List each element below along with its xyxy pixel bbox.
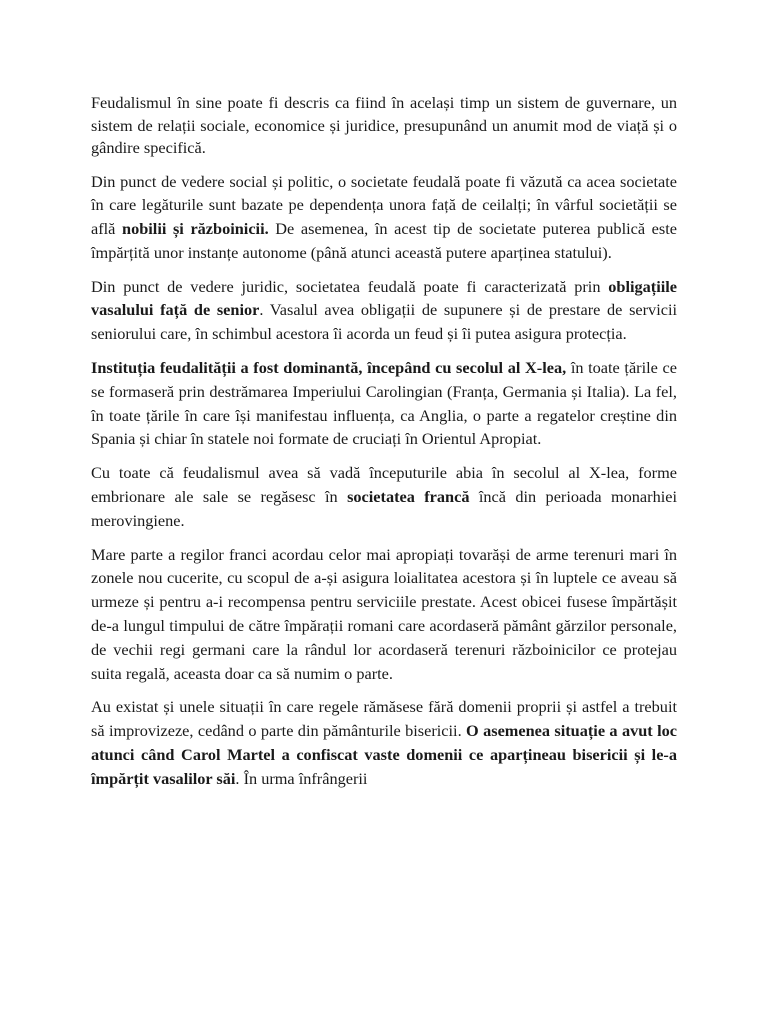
paragraph-7-text-a: Au existat și unele situații în care regele rămăsese fără domenii proprii și astfel a trebuit să improvizeze, cedând o parte din pământurile bisericii. [91, 697, 677, 741]
paragraph-1 [91, 92, 677, 160]
paragraph-3-text-a: Din punct de vedere juridic, societatea feudală poate fi caracterizată prin [91, 276, 609, 296]
paragraph-7 [91, 695, 677, 790]
paragraph-4-emphasis: Instituția feudalității a fost dominantă, începând cu secolul al X-lea, [91, 358, 567, 378]
paragraph-7-emphasis: O asemenea situație a avut loc atunci când Carol Martel a confiscat vaste domenii ce aparțineau bisericii și le-a împărțit vasalilor săi [91, 721, 677, 788]
paragraph-2-text-b: De asemenea, în acest tip de societate puterea publică este împărțită unor instanțe autonome (până atunci această putere aparținea statului). [91, 219, 677, 262]
paragraph-1-text: Feudalismul în sine poate fi descris ca fiind în același timp un sistem de guvernare, un sistem de relații sociale, economice și juridice, presupunând un anumit mod de viață și o gândire specifică. [91, 93, 677, 157]
paragraph-7-text-b: . În urma înfrângerii [235, 768, 368, 788]
paragraph-5-emphasis: societatea francă [347, 487, 470, 507]
paragraph-4-text: în toate țările ce se formaseră prin destrămarea Imperiului Carolingian (Franța, Germania și Italia). La fel, în toate țările în care își manifestau influența, ca Anglia, o parte a regatelor creștine din Spania și chiar în statele noi formate de cruciați în Orientul Apropiat. [91, 358, 677, 449]
paragraph-5 [91, 461, 677, 532]
paragraph-2-text-a: Din punct de vedere social și politic, o societate feudală poate fi văzută ca acea societate în care legăturile sunt bazate pe dependența unora față de ceilalți; în vârful societății se află [91, 171, 677, 239]
paragraph-4 [91, 356, 677, 451]
paragraph-3-emphasis: obligațiile vasalului față de senior [91, 276, 677, 320]
document-page [91, 92, 677, 801]
paragraph-6 [91, 543, 677, 686]
paragraph-5-text-a: Cu toate că feudalismul avea să vadă începuturile abia în secolul al X-lea, forme embrionare ale sale se regăsesc în [91, 463, 677, 507]
paragraph-3 [91, 275, 677, 346]
paragraph-5-text-b: încă din perioada monarhiei merovingiene. [91, 487, 677, 530]
paragraph-2 [91, 170, 677, 265]
paragraph-3-text-b: . Vasalul avea obligații de supunere și de prestare de servicii seniorului care, în schimbul acestora îi acorda un feud și îi putea asigura protecția. [91, 300, 677, 344]
paragraph-2-emphasis: nobilii și războinicii. [122, 219, 269, 239]
paragraph-6-text: Mare parte a regilor franci acordau celor mai apropiați tovarăși de arme terenuri mari în zonele nou cucerite, cu scopul de a-și asigura loialitatea acestora și în luptele ce aveau să urmeze și pentru a-i recompensa pentru serviciile prestate. Acest obicei fusese împărtășit de-a lungul timpului de către împărații romani care acordaseră pământ gărzilor personale, de vechii regi germani care la rândul lor acordaseră terenuri războinicilor ce protejau suita regală, aceasta doar ca să numim o parte. [91, 544, 677, 683]
